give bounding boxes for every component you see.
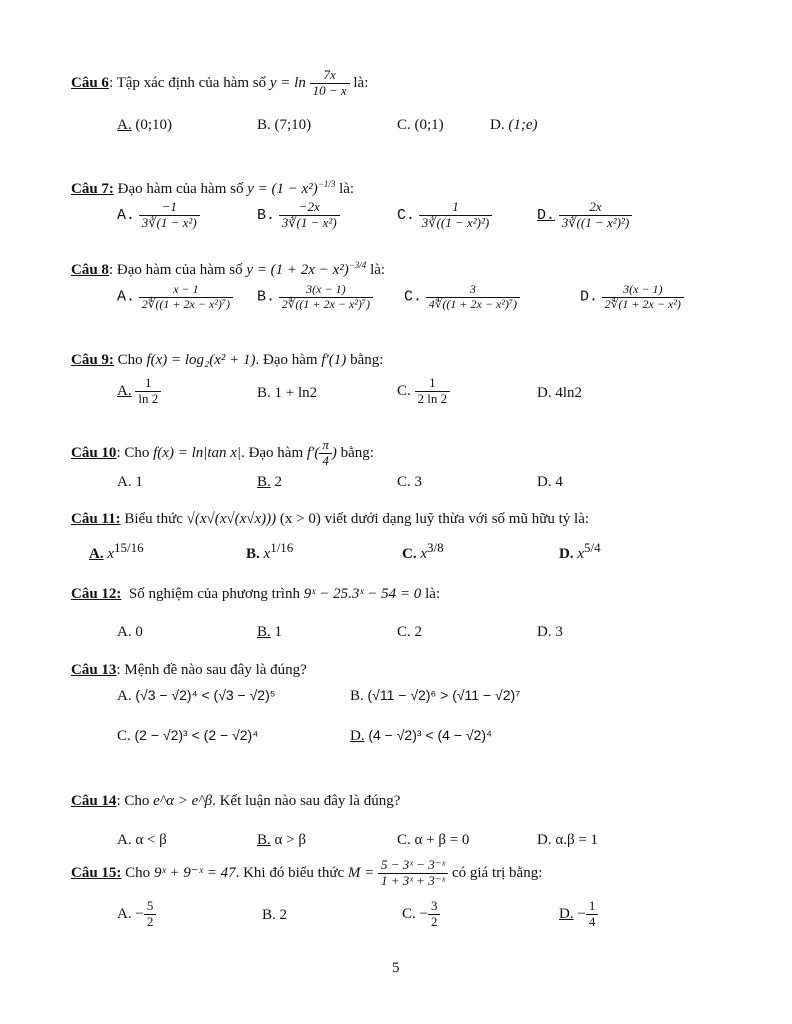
option-key: B. [257, 385, 271, 401]
question-suffix: (x > 0) viết dưới dạng luỹ thừa với số mũ hữu tỷ là: [279, 511, 590, 527]
option-key: C. [397, 117, 411, 133]
option-d[interactable] [537, 385, 582, 402]
option-b[interactable] [257, 385, 317, 402]
sign: − [577, 905, 586, 922]
option-c[interactable] [404, 283, 520, 312]
sign: − [419, 905, 428, 922]
option-value: (√11 − √2)⁶ > (√11 − √2)⁷ [367, 687, 521, 703]
denominator: 2∜((1 + 2x − x²)⁷) [139, 297, 233, 312]
question-text: Biểu thức [124, 511, 183, 527]
question-10 [71, 438, 374, 469]
page-number: 5 [392, 960, 400, 976]
option-a[interactable] [117, 687, 276, 705]
option-b[interactable] [257, 832, 306, 849]
option-key: D. [490, 117, 505, 133]
option-a[interactable] [117, 474, 143, 491]
option-key: A. [117, 474, 132, 490]
power-base: x [577, 546, 585, 562]
option-key: C. [402, 905, 416, 922]
option-c[interactable] [402, 899, 440, 930]
fraction [559, 200, 632, 231]
option-d[interactable] [559, 899, 598, 930]
option-value: (0;10) [135, 117, 173, 133]
option-d[interactable] [537, 200, 632, 231]
option-value: α + β = 0 [414, 832, 470, 848]
question-suffix: là: [339, 181, 355, 197]
fraction [586, 899, 599, 930]
question-suffix: bằng: [350, 352, 384, 368]
option-value: 0 [135, 624, 143, 640]
question-text: : Cho [116, 444, 150, 461]
function-expression: y = (1 − x²) [247, 181, 318, 197]
power-base: x [107, 546, 115, 562]
question-6 [71, 68, 368, 99]
power-exponent: 3/8 [427, 540, 444, 555]
power-exponent: 15/16 [114, 540, 144, 555]
numerator: 5 [146, 898, 154, 913]
option-key: A. [117, 905, 132, 922]
radical-expression: √(x√(x√(x√x))) [186, 511, 277, 527]
denominator: 3∛(1 − x²) [279, 215, 340, 231]
power-base: x [263, 546, 271, 562]
option-d[interactable] [537, 474, 563, 491]
fraction [319, 438, 332, 469]
option-value: 4 [555, 474, 563, 490]
fraction [378, 858, 448, 889]
question-12 [71, 586, 440, 603]
option-key: B. [262, 907, 276, 923]
option-b[interactable] [257, 117, 311, 134]
option-value: 2 [274, 474, 283, 490]
option-a[interactable] [89, 540, 144, 563]
denominator: 4 [586, 914, 599, 930]
question-middle: . Đạo hàm [241, 444, 304, 461]
question-text: Cho [125, 864, 151, 881]
fraction [135, 376, 161, 407]
exponent: −1/3 [317, 179, 336, 189]
fraction [415, 376, 451, 407]
question-text: : Đạo hàm của hàm số [108, 262, 243, 278]
question-middle: . Khi đó biểu thức [235, 864, 345, 881]
numerator: 2x [589, 199, 602, 214]
numerator: 1 [452, 199, 459, 214]
denominator: 3∛((1 − x²)²) [559, 215, 632, 231]
option-key: D. [537, 474, 552, 490]
option-value: (7;10) [274, 117, 312, 133]
option-key: C. [117, 728, 131, 744]
option-key: C. [397, 624, 411, 640]
option-c[interactable] [397, 200, 492, 231]
derivative: f′( [306, 444, 320, 461]
numerator: −1 [161, 199, 177, 214]
option-b[interactable] [350, 687, 520, 705]
option-key: C. [397, 206, 416, 224]
denominator: 2 ln 2 [415, 391, 451, 407]
option-value: 3 [414, 474, 423, 490]
denominator: 1 + 3ˣ + 3⁻ˣ [378, 873, 448, 889]
question-label: Câu 11: [71, 511, 121, 527]
question-8 [71, 260, 385, 279]
option-key: A. [117, 624, 132, 640]
fraction [139, 200, 200, 231]
denominator: 3∛(1 − x²) [139, 215, 200, 231]
numerator: 1 [145, 375, 152, 390]
option-value: (4 − √2)³ < (4 − √2)⁴ [368, 727, 493, 743]
question-13 [71, 662, 307, 679]
derivative-close: ) [331, 444, 337, 461]
question-suffix: là: [353, 74, 369, 91]
option-key: D. [350, 728, 365, 744]
option-value: 2 [414, 624, 423, 640]
option-d[interactable] [490, 117, 538, 134]
option-key: A. [117, 288, 136, 306]
option-a[interactable] [117, 200, 200, 231]
option-key: A. [89, 546, 104, 562]
numerator: 3(x − 1) [306, 282, 346, 296]
question-label: Câu 10 [71, 444, 117, 461]
question-suffix: là: [370, 262, 386, 278]
question-text: Số nghiệm của phương trình [128, 586, 300, 602]
numerator: 1 [588, 898, 596, 913]
option-value: α < β [135, 832, 167, 848]
option-b[interactable] [257, 283, 373, 312]
fraction [310, 68, 350, 99]
function-expression: f(x) = log₂(x² + 1) [146, 352, 256, 368]
option-a[interactable] [117, 899, 156, 930]
numerator: 3(x − 1) [623, 282, 663, 296]
option-key: A. [117, 832, 132, 848]
option-key: C. [397, 474, 411, 490]
question-label: Câu 7: [71, 181, 114, 197]
function-expression: y = ln [269, 74, 306, 91]
question-15 [71, 858, 542, 889]
fraction [279, 283, 373, 312]
numerator: −2x [298, 199, 320, 214]
question-label: Câu 15: [71, 864, 122, 881]
option-key: D. [537, 206, 556, 224]
option-a[interactable] [117, 624, 143, 641]
denominator: 2 [144, 914, 157, 930]
denominator: 4 [319, 453, 332, 469]
option-key: D. [537, 624, 552, 640]
option-d[interactable] [537, 832, 598, 849]
option-key: C. [397, 382, 411, 399]
option-key: B. [257, 474, 271, 490]
question-text: : Tập xác định của hàm số [108, 74, 267, 91]
option-key: C. [402, 546, 417, 562]
option-c[interactable] [397, 832, 469, 849]
option-b[interactable] [257, 474, 282, 491]
option-key: D. [537, 832, 552, 848]
numerator: 3 [469, 282, 476, 296]
option-d[interactable] [350, 727, 492, 745]
option-d[interactable] [580, 283, 684, 312]
question-suffix: bằng: [340, 444, 374, 461]
question-text: Cho [117, 352, 143, 368]
option-value: 4ln2 [555, 385, 583, 401]
question-label: Câu 12: [71, 586, 122, 602]
fraction [428, 899, 441, 930]
fraction [144, 899, 157, 930]
question-suffix: . Kết luận nào sau đây là đúng? [212, 793, 401, 809]
option-b[interactable] [246, 540, 293, 563]
option-c[interactable] [117, 727, 258, 745]
denominator: 2∜((1 + 2x − x²)⁷) [279, 297, 373, 312]
equation: 9ˣ − 25.3ˣ − 54 = 0 [303, 586, 422, 602]
option-c[interactable] [397, 624, 422, 641]
option-value: 1 [274, 624, 283, 640]
option-key: A. [117, 382, 132, 399]
question-label: Câu 13 [71, 662, 117, 678]
option-d[interactable] [537, 624, 563, 641]
option-key: B. [350, 688, 364, 704]
option-key: B. [257, 832, 271, 848]
denominator: 4∜((1 + 2x − x²)⁷) [426, 297, 520, 312]
option-key: D. [559, 546, 574, 562]
option-value: (√3 − √2)⁴ < (√3 − √2)⁵ [135, 687, 276, 703]
question-middle: . Đạo hàm [255, 352, 318, 368]
option-value: 1 [135, 474, 143, 490]
question-label: Câu 9: [71, 352, 114, 368]
option-key: C. [404, 288, 423, 306]
question-text: Đạo hàm của hàm số [117, 181, 244, 197]
function-expression: f(x) = ln|tan x| [153, 444, 242, 461]
option-value: (1;e) [508, 117, 538, 133]
fraction [602, 283, 684, 312]
denominator: ln 2 [135, 391, 161, 407]
function-expression: M = [347, 864, 375, 881]
option-key: A. [117, 206, 136, 224]
denominator: 2 [428, 914, 441, 930]
function-expression: y = (1 + 2x − x²) [246, 262, 349, 278]
question-7 [71, 179, 354, 198]
fraction [139, 283, 233, 312]
question-text: : Mệnh đề nào sau đây là đúng? [116, 662, 307, 678]
numerator: π [322, 437, 329, 452]
numerator: 7x [323, 67, 336, 82]
option-key: C. [397, 832, 411, 848]
numerator: 3 [430, 898, 438, 913]
question-label: Câu 6 [71, 74, 109, 91]
option-value: 3 [555, 624, 563, 640]
derivative: f′(1) [321, 352, 347, 368]
option-value: 2 [279, 907, 288, 923]
question-suffix: là: [425, 586, 441, 602]
option-b[interactable] [257, 624, 282, 641]
option-key: B. [257, 206, 276, 224]
option-key: D. [559, 905, 574, 922]
sign: − [135, 905, 144, 922]
fraction [419, 200, 492, 231]
condition: 9ˣ + 9⁻ˣ = 47 [153, 864, 236, 881]
option-value: α.β = 1 [555, 832, 599, 848]
option-value: (2 − √2)³ < (2 − √2)⁴ [134, 727, 259, 743]
option-key: B. [246, 546, 260, 562]
option-a[interactable] [117, 832, 167, 849]
question-label: Câu 14 [71, 793, 117, 809]
option-value: α > β [274, 832, 306, 848]
question-suffix: có giá trị bằng: [451, 864, 543, 881]
question-11 [71, 511, 589, 528]
option-d[interactable] [559, 540, 601, 563]
power-base: x [420, 546, 428, 562]
option-a[interactable] [117, 283, 233, 312]
option-key: D. [537, 385, 552, 401]
denominator: 3∛((1 − x²)²) [419, 215, 492, 231]
option-key: A. [117, 688, 132, 704]
power-exponent: 5/4 [584, 540, 601, 555]
numerator: 5 − 3ˣ − 3⁻ˣ [380, 857, 446, 872]
option-value: (0;1) [414, 117, 444, 133]
denominator: 10 − x [310, 83, 350, 99]
option-key: B. [257, 117, 271, 133]
option-value: 1 + ln2 [274, 385, 318, 401]
option-key: A. [117, 117, 132, 133]
condition: e^α > e^β [153, 793, 213, 809]
question-9 [71, 352, 383, 369]
option-c[interactable] [397, 474, 422, 491]
option-c[interactable] [397, 376, 450, 407]
option-a[interactable] [117, 117, 172, 134]
question-14 [71, 793, 400, 810]
exponent: −3/4 [348, 260, 367, 270]
option-key: D. [580, 288, 599, 306]
option-key: B. [257, 624, 271, 640]
option-c[interactable] [397, 117, 444, 134]
option-b[interactable] [262, 907, 287, 924]
question-label: Câu 8 [71, 262, 109, 278]
option-key: B. [257, 288, 276, 306]
fraction [426, 283, 520, 312]
fraction [279, 200, 340, 231]
option-a[interactable] [117, 376, 161, 407]
question-text: : Cho [116, 793, 150, 809]
denominator: 2∜(1 + 2x − x²) [602, 297, 684, 312]
numerator: 1 [429, 375, 436, 390]
option-c[interactable] [402, 540, 444, 563]
power-exponent: 1/16 [270, 540, 294, 555]
numerator: x − 1 [173, 282, 199, 296]
option-b[interactable] [257, 200, 340, 231]
